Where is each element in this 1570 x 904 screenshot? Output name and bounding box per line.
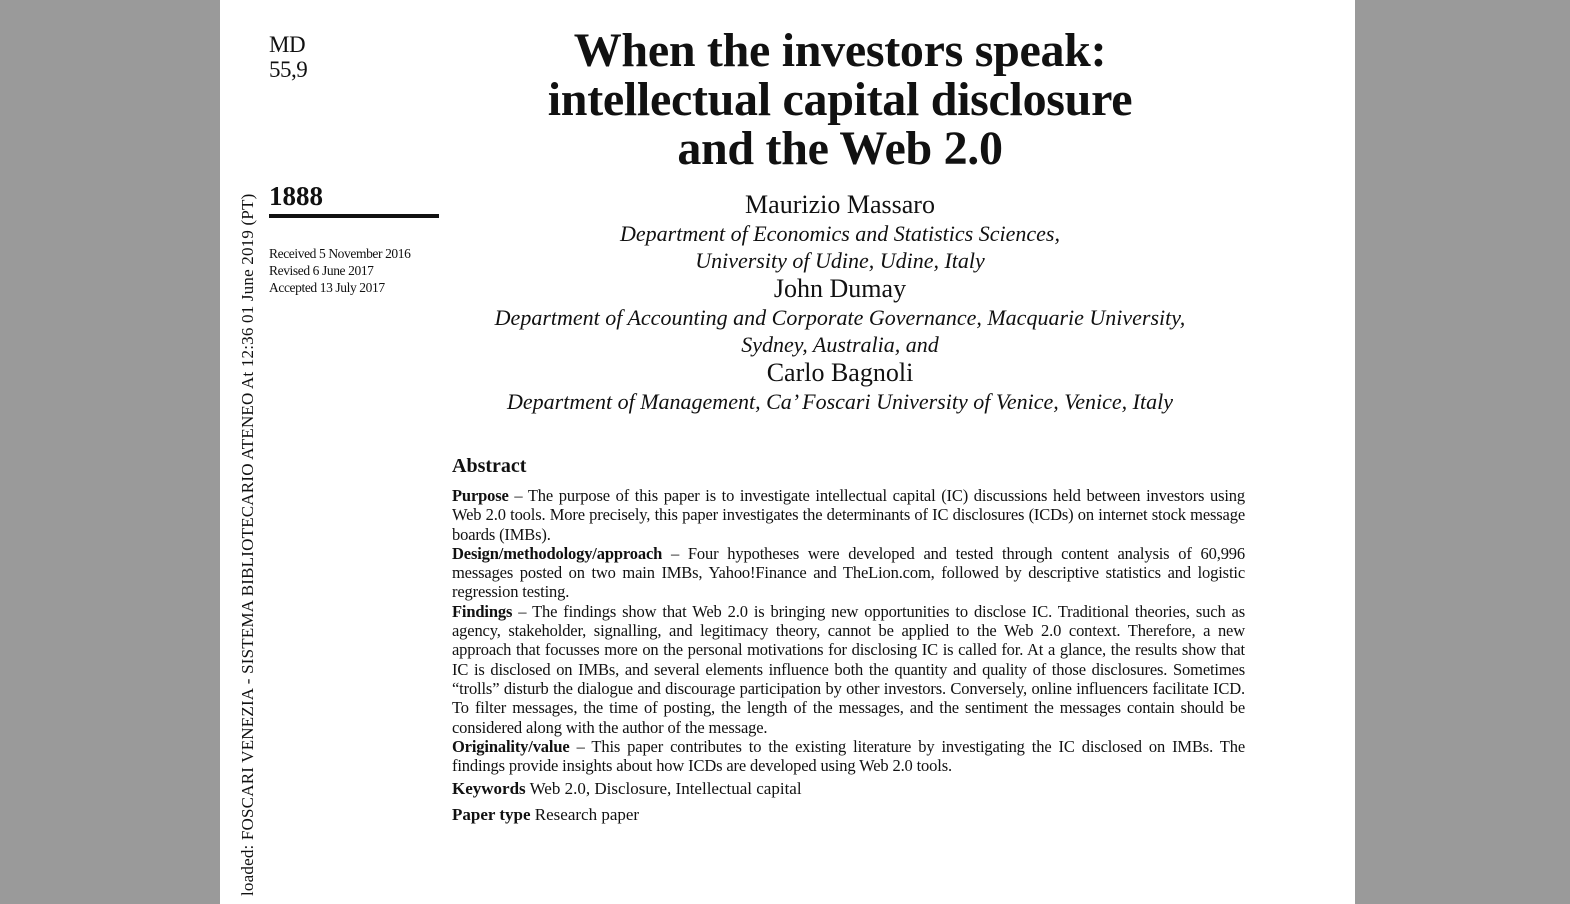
author-affiliation: Department of Management, Ca’ Foscari University of Venice, Venice, Italy (507, 389, 1173, 414)
section-label: Design/methodology/approach (452, 543, 663, 563)
author-name: Maurizio Massaro (745, 190, 935, 219)
page-number: 1888 (269, 181, 323, 211)
author-block (450, 190, 1230, 415)
keywords-text: Web 2.0, Disclosure, Intellectual capital (525, 779, 802, 799)
accepted-date: Accepted 13 July 2017 (269, 280, 385, 295)
author-affiliation: University of Udine, Udine, Italy (695, 248, 985, 273)
abstract-findings (452, 602, 1245, 737)
paper-type-text: Research paper (530, 805, 640, 825)
keywords-label: Keywords (452, 779, 526, 799)
title-line: When the investors speak: (573, 24, 1107, 77)
author-name: Carlo Bagnoli (766, 358, 914, 387)
paper-type-line (452, 803, 1245, 827)
section-label: Originality/value (452, 736, 570, 756)
journal-abbrev: MD (269, 32, 306, 57)
download-stamp: loaded: FOSCARI VENEZIA - SISTEMA BIBLIOTECARIO ATENEO At 12:36 01 June 2019 (PT) (238, 193, 257, 896)
author-affiliation: Sydney, Australia, and (741, 332, 939, 357)
article-dates (269, 245, 410, 296)
author-affiliation: Department of Economics and Statistics Sciences, (620, 221, 1060, 246)
abstract (452, 455, 1245, 827)
abstract-heading: Abstract (452, 455, 527, 477)
revised-date: Revised 6 June 2017 (269, 263, 374, 278)
paper-type-label: Paper type (452, 805, 531, 825)
author-affiliation: Department of Accounting and Corporate Governance, Macquarie University, (494, 305, 1186, 330)
paper-title (460, 26, 1220, 173)
abstract-originality (452, 737, 1245, 776)
abstract-design (452, 544, 1245, 602)
journal-code (269, 32, 307, 82)
section-text: – The findings show that Web 2.0 is bringing new opportunities to disclose IC. Traditional theories, such as agency, stakeholder, signalling, and legitimacy theory, cannot be applied to the Web 2.0 context. Therefore, a new approach that focusses more on the personal motivations for disclosing IC is called for. At a glance, the results show that IC is disclosed on IMBs, and several elements influence both the quantity and quality of those disclosures. Sometimes “trolls” disturb the dialogue and discourage participation by other investors. Conversely, online influencers facilitate ICD. To filter messages, the time of posting, the length of the messages, and the sentiment the messages contain should be considered along with the author of the message. (452, 601, 1245, 737)
paper-page (220, 0, 1355, 904)
received-date: Received 5 November 2016 (269, 246, 411, 261)
section-text: – The purpose of this paper is to investigate intellectual capital (IC) discussions held between investors using Web 2.0 tools. More precisely, this paper investigates the determinants of IC disclosures (ICDs) on internet stock message boards (IMBs). (452, 486, 1245, 544)
journal-volume-issue: 55,9 (269, 57, 308, 82)
keywords-line (452, 777, 1245, 801)
section-text: – Four hypotheses were developed and tested through content analysis of 60,996 messages posted on two main IMBs, Yahoo!Finance and TheLion.com, followed by descriptive statistics and logistic regression testing. (452, 543, 1245, 602)
abstract-purpose (452, 486, 1245, 544)
title-line: intellectual capital disclosure (547, 73, 1133, 126)
section-label: Purpose (452, 486, 509, 505)
page-number-rule (269, 214, 439, 218)
author-name: John Dumay (773, 274, 907, 303)
section-label: Findings (452, 601, 513, 621)
section-text: – This paper contributes to the existing literature by investigating the IC disclosed on IMBs. The findings provide insights about how ICDs are developed using Web 2.0 tools. (452, 736, 1245, 776)
title-line: and the Web 2.0 (677, 122, 1003, 175)
